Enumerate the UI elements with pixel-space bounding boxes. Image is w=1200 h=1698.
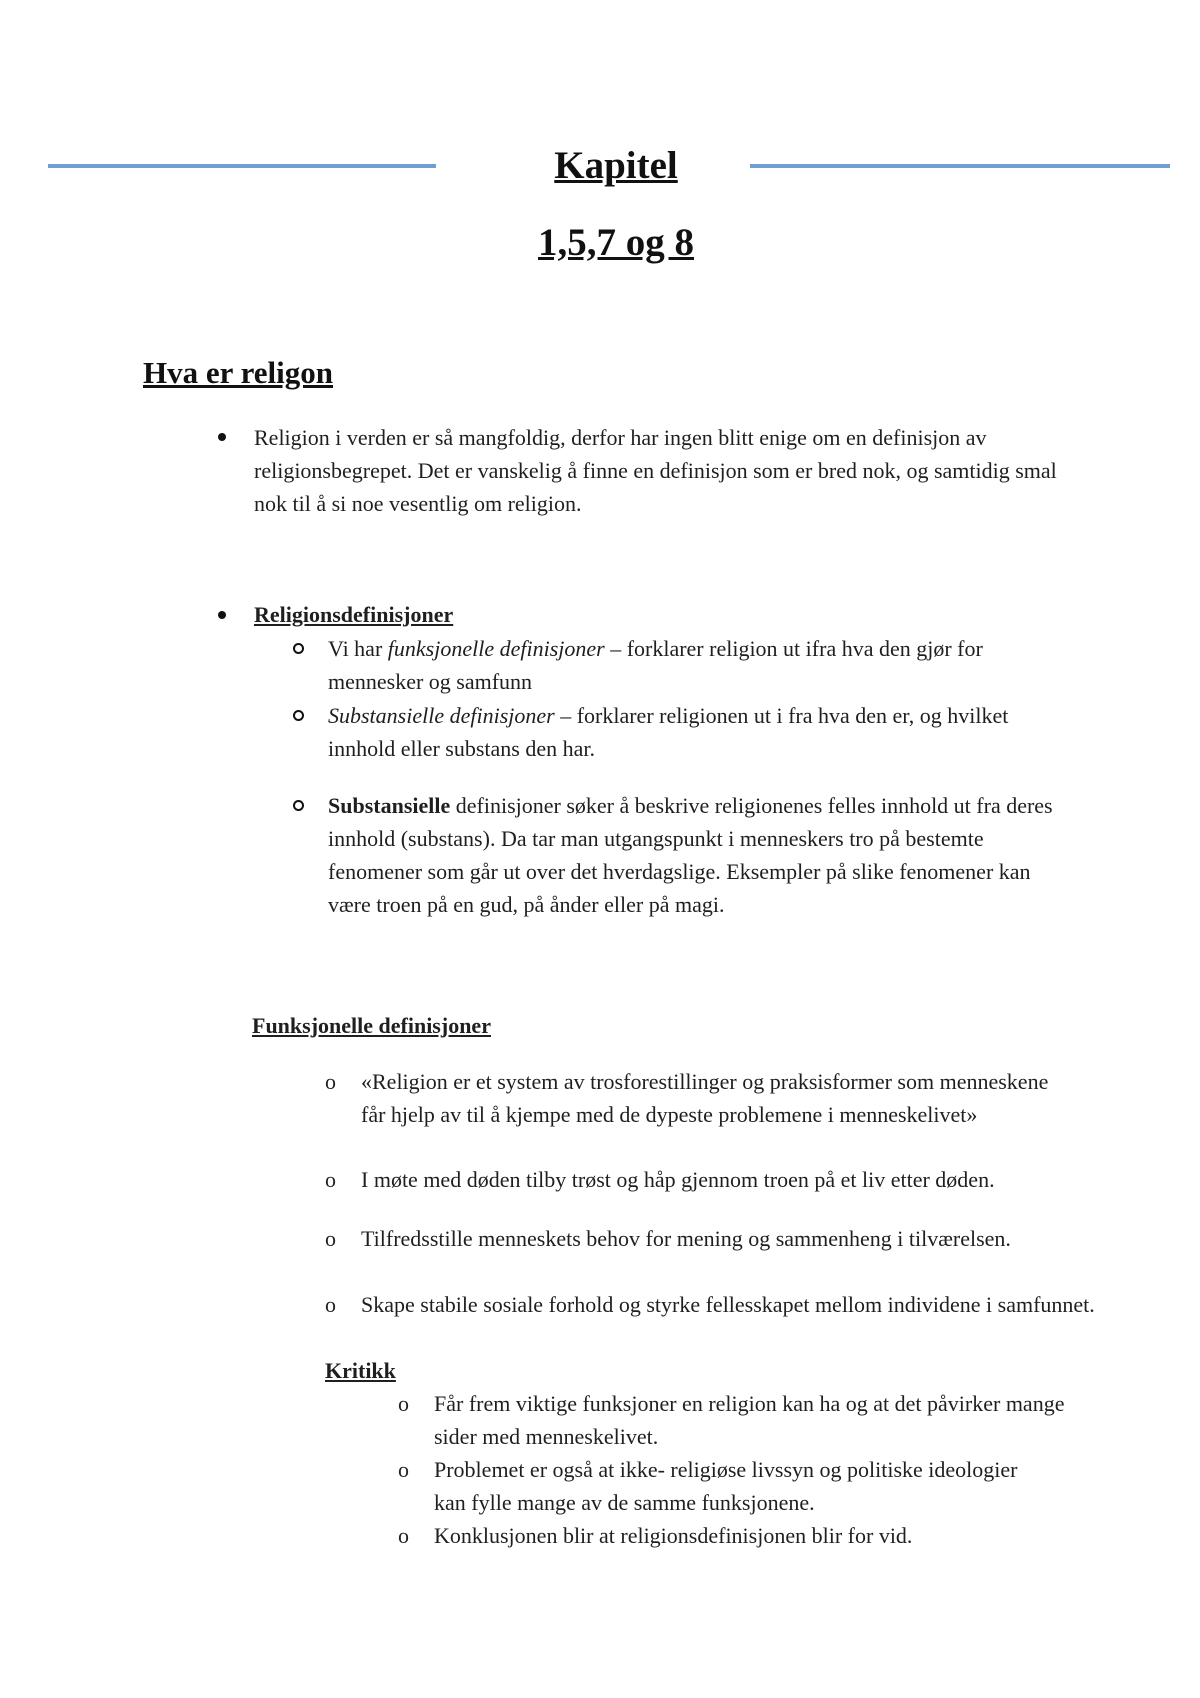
o-bullet-icon: o bbox=[325, 1292, 336, 1317]
ring-bullet-icon bbox=[293, 800, 304, 811]
def-item-functional: Vi har funksjonelle definisjoner – forklarer religion ut ifra hva den gjør for mennesker og samfunn bbox=[328, 636, 983, 694]
o-bullet-icon: o bbox=[398, 1523, 409, 1548]
o-bullet-icon: o bbox=[398, 1457, 409, 1482]
critique-item: Får frem viktige funksjoner en religion kan ha og at det påvirker mange sider med menneskelivet. bbox=[434, 1391, 1065, 1449]
intro-paragraph: Religion i verden er så mangfoldig, derfor har ingen blitt enige om en definisjon av religionsbegrepet. Det er vanskelig å finne en definisjon som er bred nok, og samtidig smal nok til å si noe vesentlig om religion. bbox=[254, 425, 1057, 516]
page-title: Kapitel bbox=[554, 144, 678, 187]
def-item-substantial: Substansielle definisjoner – forklarer religionen ut i fra hva den er, og hvilket innhold eller substans den har. bbox=[328, 703, 1009, 761]
critique-item: Konklusjonen blir at religionsdefinisjonen blir for vid. bbox=[434, 1523, 913, 1548]
critique-item: Problemet er også at ikke- religiøse livssyn og politiske ideologier kan fylle mange av de samme funksjonene. bbox=[434, 1457, 1018, 1515]
o-bullet-icon: o bbox=[398, 1391, 409, 1416]
o-bullet-icon: o bbox=[325, 1167, 336, 1192]
functional-item: I møte med døden tilby trøst og håp gjennom troen på et liv etter døden. bbox=[361, 1167, 995, 1192]
functional-item: Skape stabile sosiale forhold og styrke fellesskapet mellom individene i samfunnet. bbox=[361, 1292, 1095, 1317]
bullet-icon bbox=[218, 611, 226, 619]
o-bullet-icon: o bbox=[325, 1069, 336, 1094]
section-heading: Hva er religon bbox=[143, 355, 333, 390]
critique-heading: Kritikk bbox=[325, 1358, 396, 1383]
defs-heading: Religionsdefinisjoner bbox=[254, 602, 454, 627]
page-subtitle: 1,5,7 og 8 bbox=[538, 221, 694, 264]
def-item-substantial-detail: Substansielle definisjoner søker å beskrive religionenes felles innhold ut fra deres innhold (substans). Da tar man utgangspunkt i menneskers tro på bestemte fenomener som går ut over det hverdagslige. Eksempler på slike fenomener kan være troen på en gud, på ånder eller på magi. bbox=[328, 793, 1053, 917]
ring-bullet-icon bbox=[293, 643, 304, 654]
functional-heading: Funksjonelle definisjoner bbox=[252, 1013, 491, 1038]
ring-bullet-icon bbox=[293, 710, 304, 721]
bullet-icon bbox=[218, 433, 226, 441]
functional-item: Tilfredsstille menneskets behov for mening og sammenheng i tilværelsen. bbox=[361, 1226, 1011, 1251]
o-bullet-icon: o bbox=[325, 1226, 336, 1251]
functional-item: «Religion er et system av trosforestillinger og praksisformer som menneskene får hjelp av til å kjempe med de dypeste problemene i menneskelivet» bbox=[361, 1069, 1049, 1127]
